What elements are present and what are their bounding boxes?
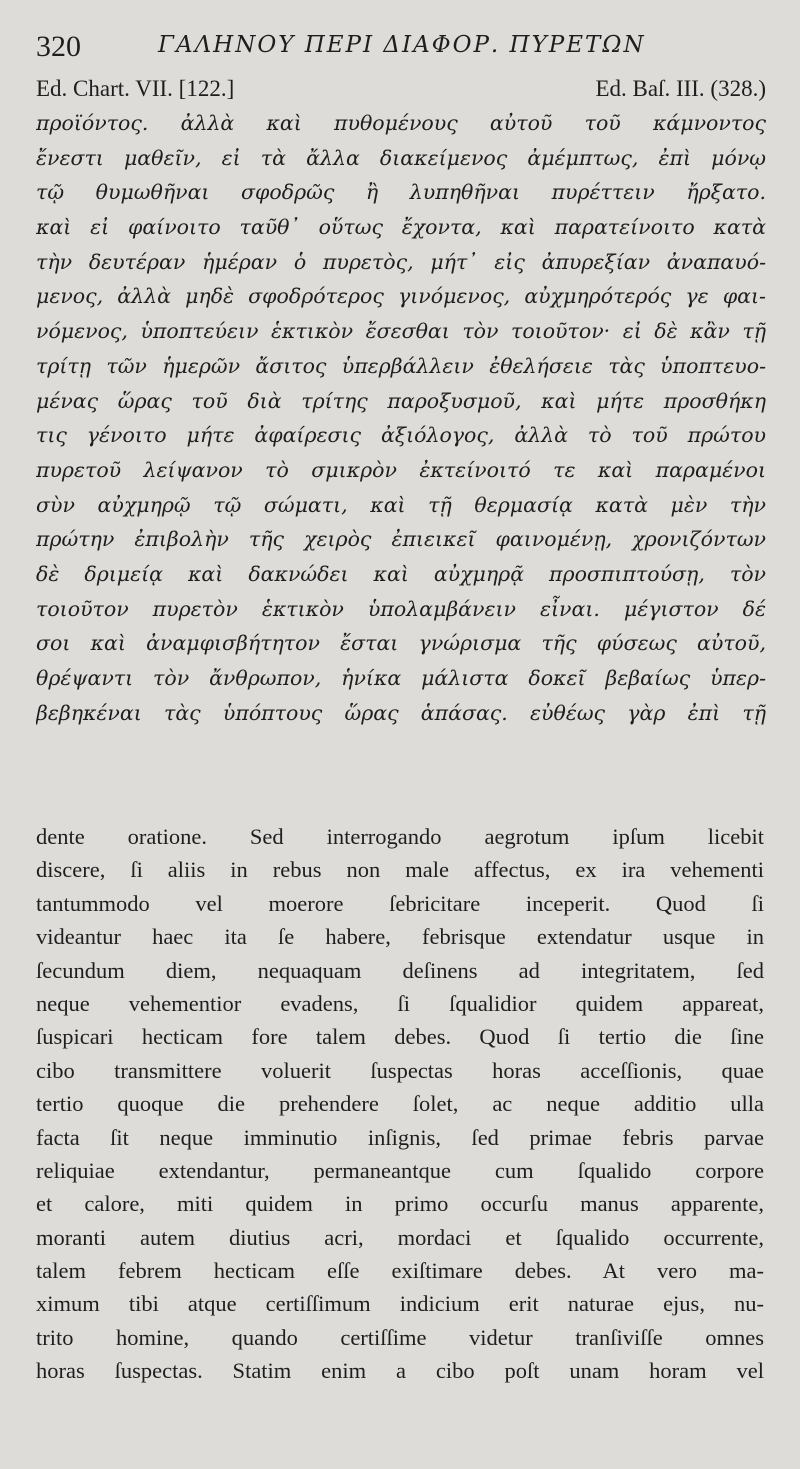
edition-reference-line <box>36 76 766 106</box>
greek-text-line: τὴν δευτέραν ἡμέραν ὁ πυρετὸς, μήτ᾽ εἰς ἀπυρεξίαν ἀναπαυό- <box>36 249 766 274</box>
greek-text-line: θρέψαντι τὸν ἄνθρωπον, ἡνίκα μάλιστα δοκεῖ βεβαίως ὑπερ- <box>36 666 766 690</box>
greek-text-line: σοι καὶ ἀναμφισβήτητον ἔσται γνώρισμα τῆς φύσεως αὐτοῦ, <box>36 631 766 656</box>
greek-text-line: ἔνεστι μαθεῖν, εἰ τὰ ἄλλα διακείμενος ἀμέμπτως, ἐπὶ μόνῳ <box>36 145 766 170</box>
latin-text-line: ſuspicari hecticam fore talem debes. Quod ſi tertio die ſine <box>36 1024 764 1050</box>
greek-text-line: βεβηκέναι τὰς ὑπόπτους ὥρας ἁπάσας. εὐθέως γὰρ ἐπὶ τῇ <box>36 700 766 725</box>
greek-text-line: προϊόντος. ἀλλὰ καὶ πυθομένους αὐτοῦ τοῦ κάμνοντος <box>36 111 766 135</box>
latin-text-line: talem febrem hecticam eſſe exiſtimare debes. At vero ma- <box>36 1258 764 1284</box>
latin-text-line: et calore, miti quidem in primo occurſu manus apparente, <box>36 1191 764 1217</box>
edition-basel-reference: Ed. Baſ. III. (328.) <box>595 76 766 101</box>
greek-text-block <box>36 106 766 730</box>
latin-text-line: horas ſuspectas. Statim enim a cibo poſt unam horam vel <box>36 1358 764 1384</box>
latin-text-block <box>36 820 764 1388</box>
latin-text-line: videantur haec ita ſe habere, febrisque extendatur usque in <box>36 924 764 950</box>
greek-text-line: σὺν αὐχμηρῷ τῷ σώματι, καὶ τῇ θερμασίᾳ κατὰ μὲν τὴν <box>36 492 766 517</box>
latin-text-line: moranti autem diutius acri, mordaci et ſqualido occurrente, <box>36 1224 764 1250</box>
greek-text-line: τρίτῃ τῶν ἡμερῶν ἄσιτος ὑπερβάλλειν ἐθελήσειε τὰς ὑποπτευο- <box>36 353 766 378</box>
greek-text-line: δὲ δριμείᾳ καὶ δακνώδει καὶ αὐχμηρᾷ προσπιπτούσῃ, τὸν <box>36 561 766 586</box>
latin-text-line: ſecundum diem, nequaquam deſinens ad integritatem, ſed <box>36 957 764 983</box>
greek-text-line: πρώτην ἐπιβολὴν τῆς χειρὸς ἐπιεικεῖ φαινομένῃ, χρονιζόντων <box>36 527 766 552</box>
latin-text-line: tertio quoque die prehendere ſolet, ac neque additio ulla <box>36 1091 764 1117</box>
latin-text-line: dente oratione. Sed interrogando aegrotum ipſum licebit <box>36 824 764 849</box>
greek-text-line: πυρετοῦ λείψανον τὸ σμικρὸν ἐκτείνοιτό τε καὶ παραμένοι <box>36 457 766 482</box>
running-title: ΓΑΛΗΝΟΥ ΠΕΡΙ ΔΙΑΦΟΡ. ΠΥΡΕΤΩΝ <box>158 32 646 58</box>
greek-text-line: μένας ὥρας τοῦ διὰ τρίτης παροξυσμοῦ, καὶ μήτε προσθήκη <box>36 388 766 413</box>
latin-text-line: facta ſit neque imminutio inſignis, ſed primae febris parvae <box>36 1124 764 1150</box>
greek-text-line: καὶ εἰ φαίνοιτο ταῦθ᾽ οὕτως ἔχοντα, καὶ παρατείνοιτο κατὰ <box>36 215 766 240</box>
latin-text-line: reliquiae extendantur, permaneantque cum ſqualido corpore <box>36 1157 764 1183</box>
page-number: 320 <box>36 30 81 63</box>
latin-text-line: trito homine, quando certiſſime videtur tranſiviſſe omnes <box>36 1324 764 1350</box>
edition-chartier-reference: Ed. Chart. VII. [122.] <box>36 76 235 101</box>
latin-text-line: cibo transmittere voluerit ſuspectas horas acceſſionis, quae <box>36 1057 764 1083</box>
latin-text-line: neque vehementior evadens, ſi ſqualidior quidem appareat, <box>36 990 764 1016</box>
page-header <box>36 28 766 68</box>
greek-text-line: τις γένοιτο μήτε ἀφαίρεσις ἀξιόλογος, ἀλλὰ τὸ τοῦ πρώτου <box>36 423 766 448</box>
latin-text-line: discere, ſi aliis in rebus non male affectus, ex ira vehementi <box>36 857 764 883</box>
latin-text-line: ximum tibi atque certiſſimum indicium erit naturae ejus, nu- <box>36 1291 764 1317</box>
greek-text-line: μενος, ἀλλὰ μηδὲ σφοδρότερος γινόμενος, αὐχμηρότερός γε φαι- <box>36 284 766 309</box>
latin-text-line: tantummodo vel moerore ſebricitare inceperit. Quod ſi <box>36 890 764 916</box>
greek-text-line: νόμενος, ὑποπτεύειν ἑκτικὸν ἔσεσθαι τὸν τοιοῦτον· εἰ δὲ κἂν τῇ <box>36 319 766 344</box>
greek-text-line: τῷ θυμωθῆναι σφοδρῶς ἢ λυπηθῆναι πυρέττειν ἤρξατο. <box>36 180 766 205</box>
greek-text-line: τοιοῦτον πυρετὸν ἑκτικὸν ὑπολαμβάνειν εἶναι. μέγιστον δέ <box>36 596 766 621</box>
